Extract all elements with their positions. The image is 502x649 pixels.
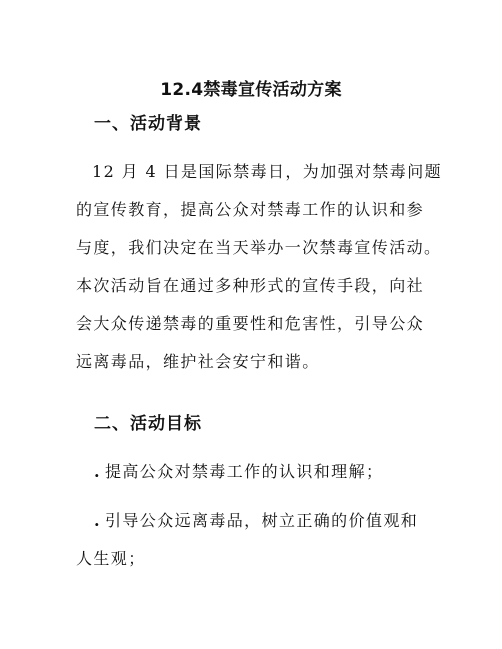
list-item-continuation: 人生观；	[76, 549, 146, 568]
paragraph-line: 本次活动旨在通过多种形式的宣传手段，向社	[76, 276, 425, 295]
paragraph-line: 的宣传教育，提高公众对禁毒工作的认识和参	[76, 200, 425, 219]
section-heading-background: 一、活动背景	[94, 114, 202, 134]
list-item-text: 引导公众远离毒品，树立正确的价值观和	[104, 511, 419, 530]
paragraph-line: 会大众传递禁毒的重要性和危害性，引导公众	[76, 314, 425, 333]
list-item-text: 提高公众对禁毒工作的认识和理解；	[104, 462, 384, 481]
bullet-marker: .	[94, 462, 101, 481]
document-title: 12.4禁毒宣传活动方案	[160, 80, 342, 100]
bullet-marker: .	[94, 511, 101, 530]
list-item	[94, 461, 383, 483]
list-item	[94, 510, 418, 532]
section-heading-goals: 二、活动目标	[94, 414, 202, 434]
paragraph-line: 与度，我们决定在当天举办一次禁毒宣传活动。	[76, 238, 442, 257]
paragraph-line: 12 月 4 日是国际禁毒日，为加强对禁毒问题	[92, 162, 442, 181]
paragraph-line: 远离毒品，维护社会安宁和谐。	[76, 352, 320, 371]
